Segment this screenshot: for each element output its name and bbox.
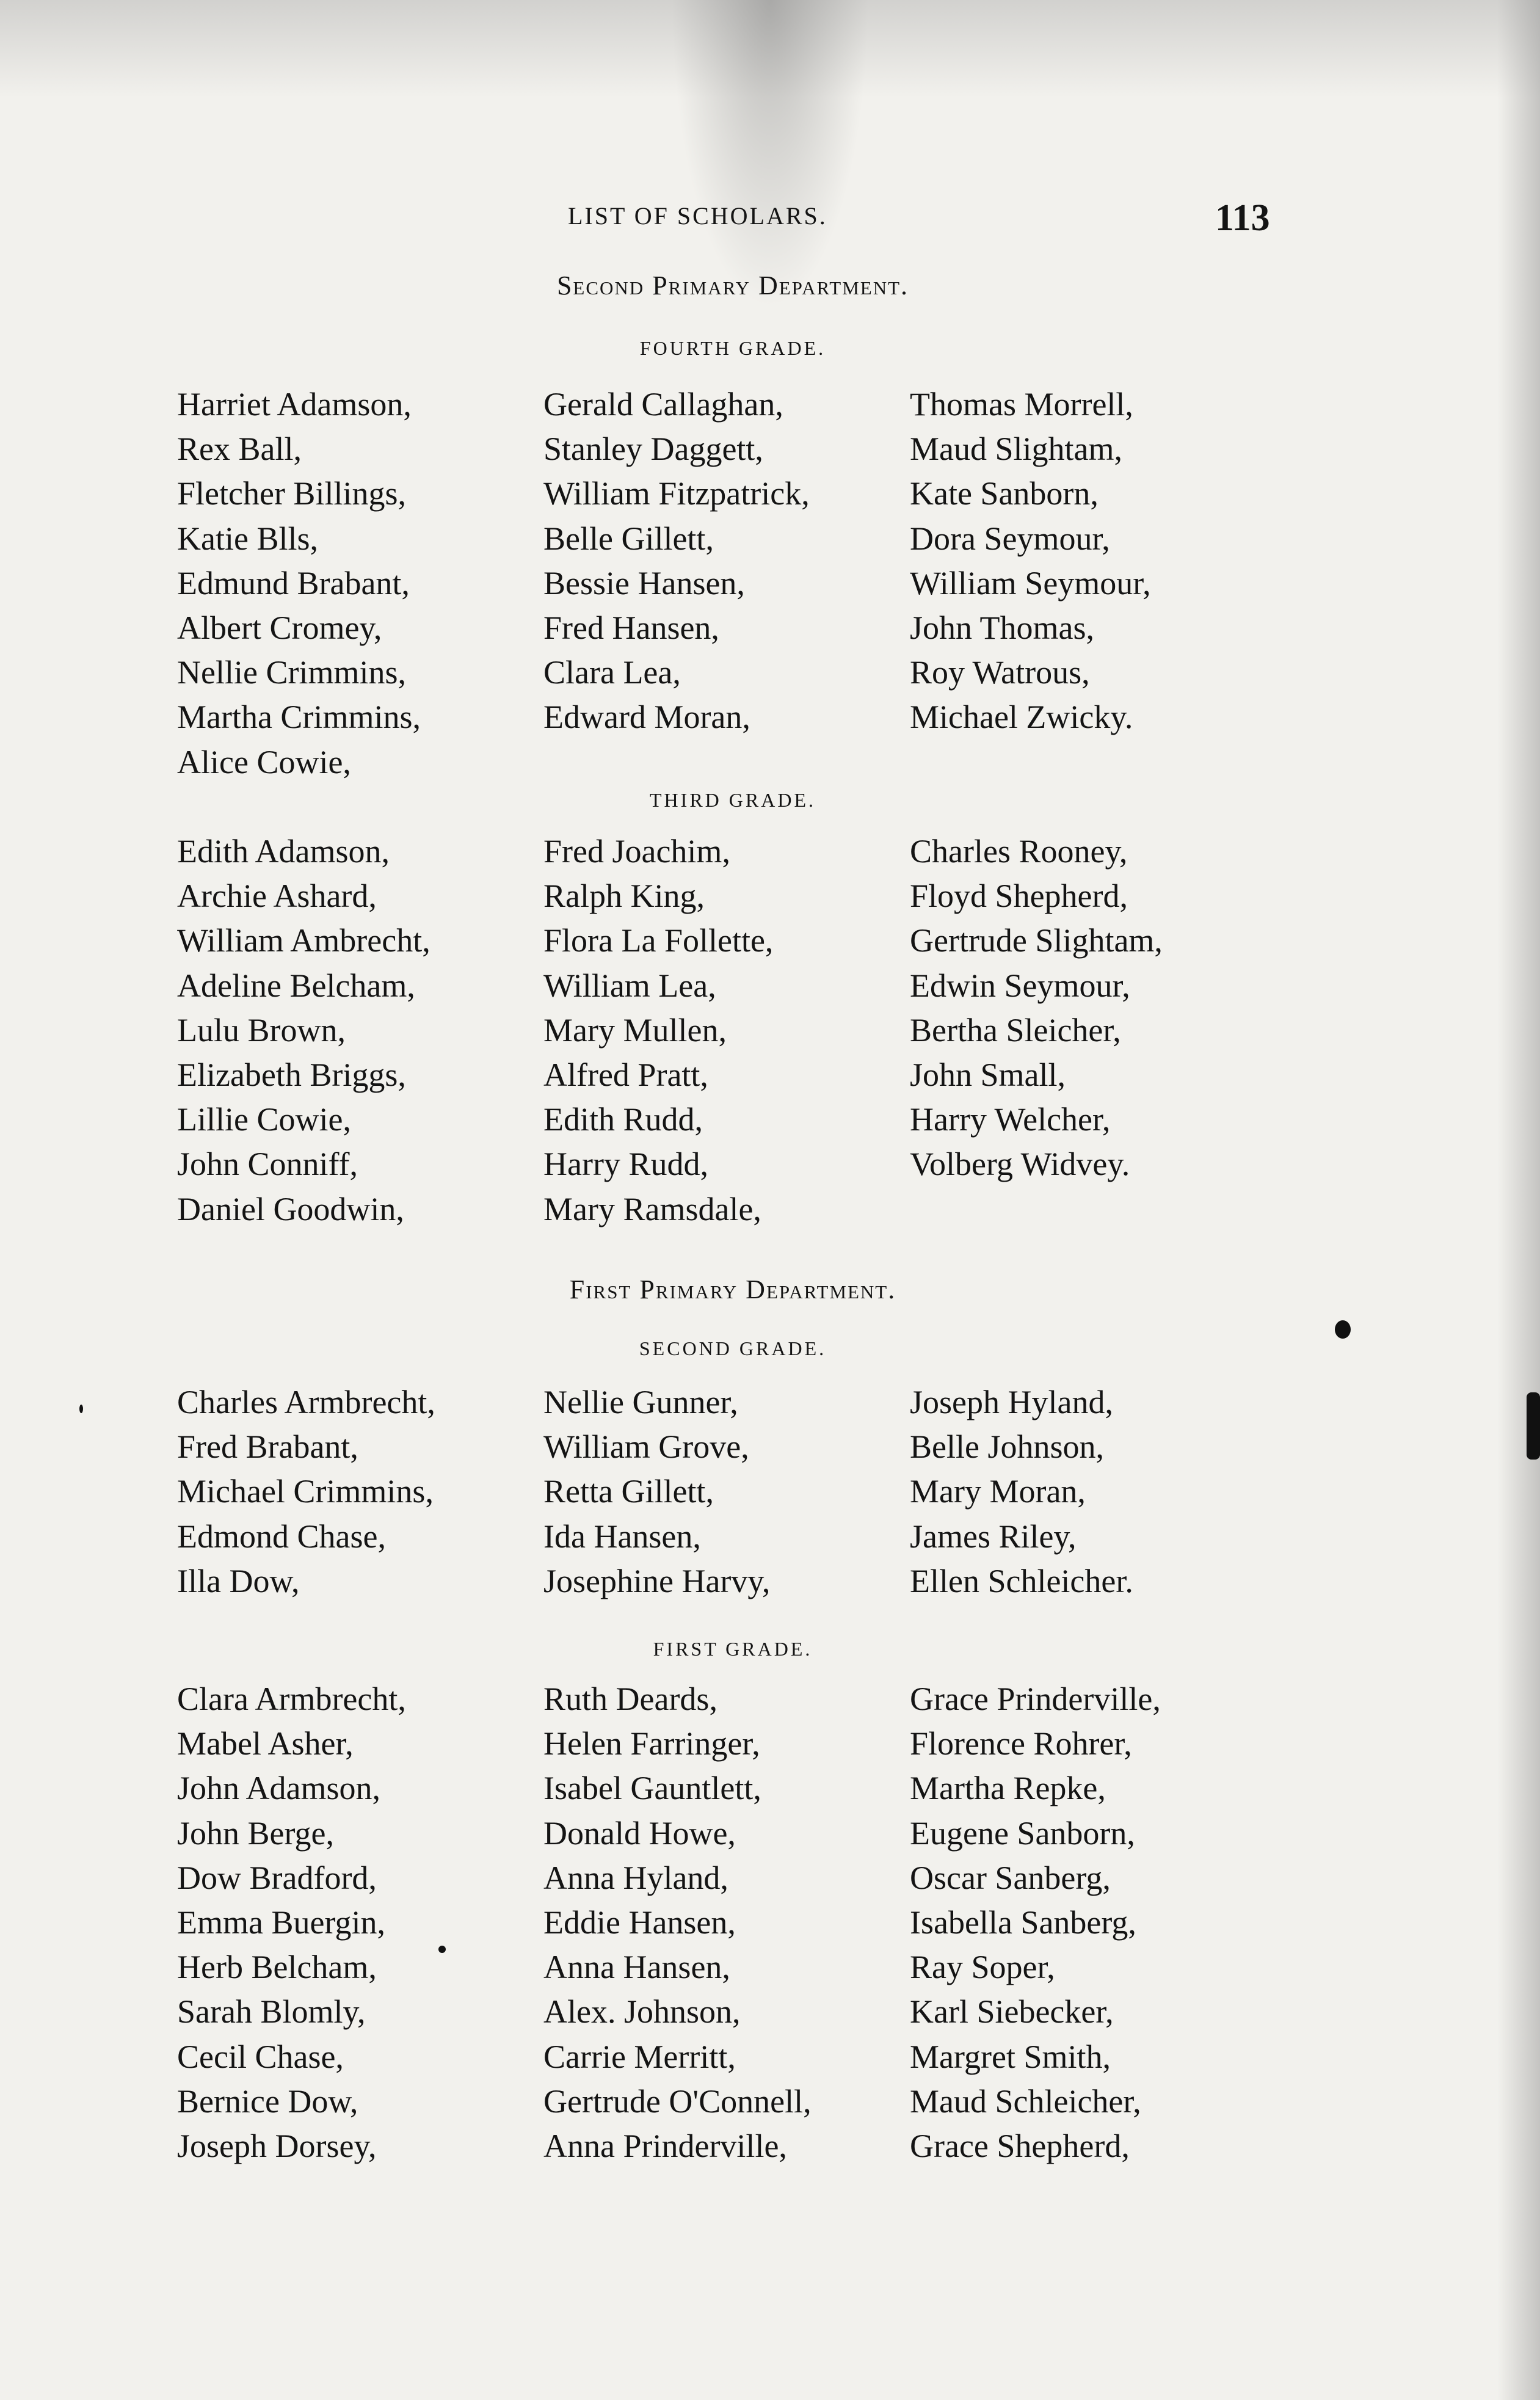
scholar-name: John Conniff,	[177, 1146, 358, 1183]
scholar-name: Bernice Dow,	[177, 2082, 358, 2120]
scholar-name: Anna Prinderville,	[543, 2128, 787, 2165]
page-number: 113	[1215, 197, 1270, 239]
scholar-name: Herb Belcham,	[177, 1949, 377, 1986]
scholar-name: Josephine Harvy,	[543, 1562, 771, 1599]
name-column	[543, 1677, 910, 2169]
scholar-name: Alex. Johnson,	[543, 1993, 741, 2031]
scholar-name: Illa Dow,	[177, 1562, 300, 1599]
scholar-name: Retta Gillett,	[543, 1473, 714, 1510]
scholar-name: Adeline Belcham,	[177, 967, 415, 1004]
scholar-name: Florence Rohrer,	[910, 1725, 1132, 1762]
ink-mark-right-edge	[1527, 1392, 1540, 1460]
scholar-name: Fletcher Billings,	[177, 475, 406, 512]
scholar-name: Joseph Dorsey,	[177, 2128, 377, 2165]
name-column	[177, 382, 543, 785]
scholar-name: Kate Sanborn,	[910, 475, 1099, 512]
scholar-name: Rex Ball,	[177, 431, 302, 468]
department-heading: Second Primary Department.	[556, 271, 909, 300]
scholar-name: Fred Brabant,	[177, 1428, 358, 1466]
scholar-name: John Thomas,	[910, 609, 1095, 647]
scholar-name: John Adamson,	[177, 1770, 381, 1807]
scholar-name: Alfred Pratt,	[543, 1056, 708, 1094]
scholar-name: Mary Moran,	[910, 1473, 1086, 1510]
grade-heading: SECOND GRADE.	[639, 1337, 827, 1359]
scholar-name: Oscar Sanberg,	[910, 1859, 1111, 1896]
scholar-name: William Lea,	[543, 967, 716, 1004]
scholar-name: Isabella Sanberg,	[910, 1904, 1136, 1941]
scholar-name: Nellie Gunner,	[543, 1384, 738, 1420]
scholar-name: Katie Blls,	[177, 520, 318, 557]
scholar-name: John Berge,	[177, 1814, 334, 1852]
grade-heading: FOURTH GRADE.	[639, 337, 826, 359]
scholar-name: Bessie Hansen,	[543, 564, 745, 602]
name-column	[177, 1380, 543, 1604]
scholar-name: Cecil Chase,	[177, 2038, 344, 2075]
scholar-name: Maud Slightam,	[910, 431, 1122, 468]
scholar-name: Ida Hansen,	[543, 1518, 701, 1555]
scholar-name: Flora La Follette,	[543, 922, 774, 959]
scholar-name: Nellie Crimmins,	[177, 654, 406, 691]
scholar-name: Anna Hansen,	[543, 1949, 730, 1986]
scholar-name: Harry Welcher,	[910, 1101, 1111, 1138]
scholar-name: Volberg Widvey.	[910, 1146, 1130, 1183]
scholar-name: Mabel Asher,	[177, 1725, 354, 1762]
scholar-name: Harriet Adamson,	[177, 386, 412, 423]
scholar-name: Belle Gillett,	[543, 520, 714, 557]
scholar-name: Clara Armbrecht,	[177, 1681, 406, 1717]
scholar-name: Grace Shepherd,	[910, 2128, 1130, 2165]
scholar-name: Mary Ramsdale,	[543, 1190, 761, 1227]
scholar-name: Joseph Hyland,	[910, 1384, 1113, 1420]
scholar-name: Fred Hansen,	[543, 609, 719, 647]
scholar-name: Helen Farringer,	[543, 1725, 760, 1762]
scholar-name: Sarah Blomly,	[177, 1993, 366, 2031]
scholar-name: Stanley Daggett,	[543, 431, 763, 468]
name-column	[910, 1677, 1337, 2169]
scholar-name: Thomas Morrell,	[910, 386, 1133, 423]
scholar-name: Archie Ashard,	[177, 878, 377, 915]
scholar-name: Alice Cowie,	[177, 743, 351, 780]
name-column	[910, 829, 1337, 1232]
name-column	[177, 829, 543, 1232]
scholar-name: William Grove,	[543, 1428, 749, 1466]
scholar-name: Ralph King,	[543, 878, 705, 915]
scholar-name: Martha Crimmins,	[177, 699, 421, 736]
grade-heading: THIRD GRADE.	[650, 789, 816, 811]
scholar-name: Belle Johnson,	[910, 1428, 1104, 1466]
scholar-name: Bertha Sleicher,	[910, 1011, 1121, 1049]
scholar-name: Anna Hyland,	[543, 1859, 728, 1896]
scholar-name: Gertrude O'Connell,	[543, 2082, 812, 2120]
scholar-name: Donald Howe,	[543, 1814, 736, 1852]
scholar-name: Dora Seymour,	[910, 520, 1110, 557]
scholar-name: Gerald Callaghan,	[543, 386, 783, 423]
scholar-name: Daniel Goodwin,	[177, 1190, 404, 1227]
name-list	[177, 382, 1411, 785]
scholar-name: Roy Watrous,	[910, 654, 1090, 691]
name-column	[543, 1380, 910, 1604]
scholar-name: Isabel Gauntlett,	[543, 1770, 761, 1807]
scholar-name: James Riley,	[910, 1518, 1077, 1555]
scholar-name: Edward Moran,	[543, 699, 750, 736]
running-title: LIST OF SCHOLARS.	[568, 202, 827, 230]
ink-speck-left	[79, 1405, 83, 1413]
scholar-name: Edith Rudd,	[543, 1101, 703, 1138]
scholar-name: Dow Bradford,	[177, 1859, 377, 1896]
scholar-name: Karl Siebecker,	[910, 1993, 1114, 2031]
scholar-name: Ruth Deards,	[543, 1681, 717, 1717]
scholar-name: Harry Rudd,	[543, 1146, 708, 1183]
scholar-name: Ellen Schleicher.	[910, 1562, 1133, 1599]
scholar-name: Gertrude Slightam,	[910, 922, 1163, 959]
scholar-name: Charles Rooney,	[910, 833, 1128, 870]
scholar-name: William Fitzpatrick,	[543, 475, 810, 512]
scholar-name: Elizabeth Briggs,	[177, 1056, 406, 1094]
scholar-name: Albert Cromey,	[177, 609, 382, 647]
ink-dot-right-margin	[1335, 1320, 1351, 1339]
scholar-name: Clara Lea,	[543, 654, 681, 691]
scholar-name: Edmund Brabant,	[177, 564, 410, 602]
scholar-name: Mary Mullen,	[543, 1011, 727, 1049]
scholar-name: William Ambrecht,	[177, 922, 430, 959]
name-column	[910, 382, 1337, 785]
scholar-name: Ray Soper,	[910, 1949, 1055, 1986]
scholar-name: Grace Prinderville,	[910, 1681, 1161, 1717]
scholar-name: Charles Armbrecht,	[177, 1384, 435, 1420]
scholar-name: Edmond Chase,	[177, 1518, 386, 1555]
department-heading: First Primary Department.	[569, 1275, 896, 1304]
scholar-name: Lulu Brown,	[177, 1011, 346, 1049]
scholar-name: Margret Smith,	[910, 2038, 1111, 2075]
name-column	[543, 382, 910, 785]
scholar-name: Edith Adamson,	[177, 833, 390, 870]
name-list	[177, 1380, 1411, 1604]
scholar-name: Floyd Shepherd,	[910, 878, 1128, 915]
scholar-name: Edwin Seymour,	[910, 967, 1130, 1004]
name-column	[177, 1677, 543, 2169]
scholar-name: Lillie Cowie,	[177, 1101, 351, 1138]
name-column	[910, 1380, 1337, 1604]
scholar-name: Martha Repke,	[910, 1770, 1106, 1807]
scholar-name: Michael Crimmins,	[177, 1473, 434, 1510]
name-list	[177, 1677, 1411, 2169]
scholar-name: Emma Buergin,	[177, 1904, 385, 1941]
scholar-name: Eugene Sanborn,	[910, 1814, 1135, 1852]
scholar-name: Maud Schleicher,	[910, 2082, 1141, 2120]
name-list	[177, 829, 1411, 1232]
scholar-name: Fred Joachim,	[543, 833, 730, 870]
name-column	[543, 829, 910, 1232]
scholar-name: Eddie Hansen,	[543, 1904, 736, 1941]
scholar-name: John Small,	[910, 1056, 1066, 1094]
scholar-name: William Seymour,	[910, 564, 1151, 602]
scholar-name: Carrie Merritt,	[543, 2038, 736, 2075]
grade-heading: FIRST GRADE.	[653, 1638, 813, 1660]
scholar-name: Michael Zwicky.	[910, 699, 1133, 736]
running-head	[0, 197, 1540, 245]
